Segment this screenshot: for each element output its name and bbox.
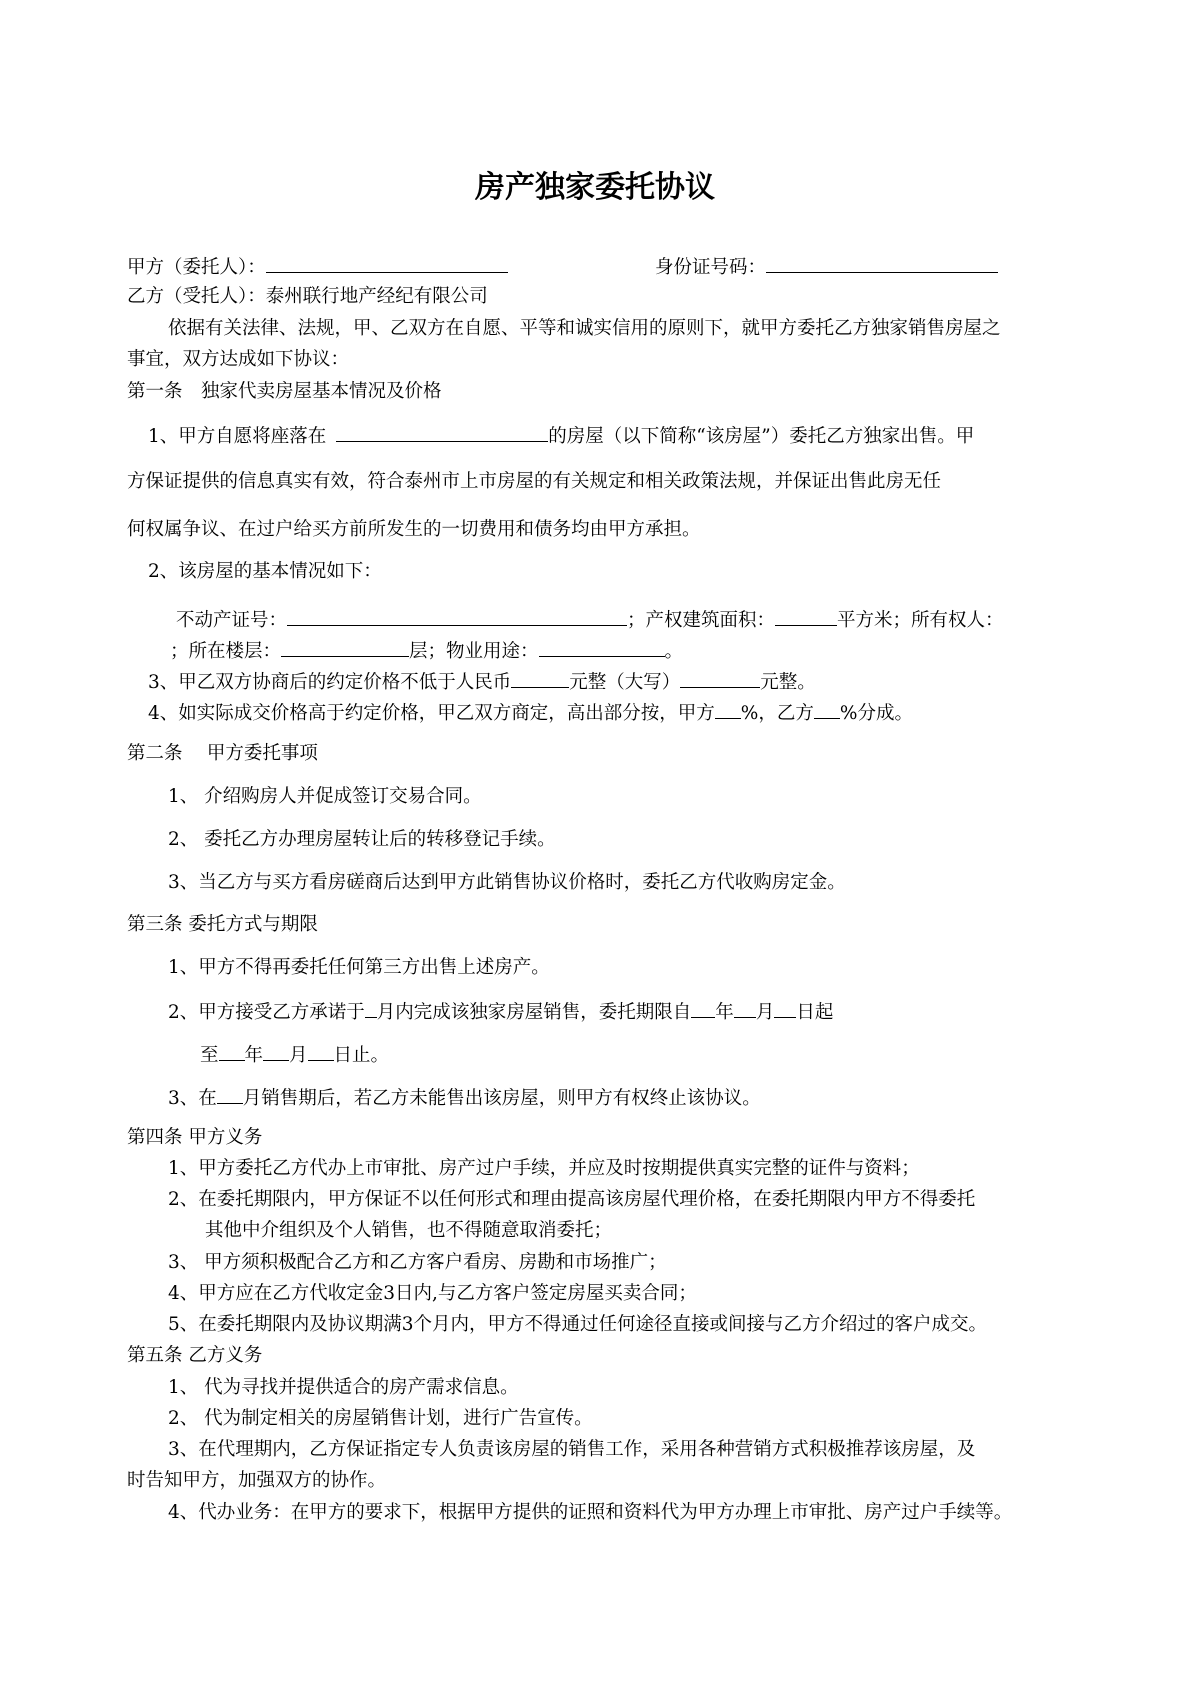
floor-blank[interactable] — [281, 638, 409, 657]
article-2-item-1: 1、 介绍购房人并促成签订交易合同。 — [168, 786, 482, 807]
day-label: 日起 — [796, 1002, 834, 1023]
property-location-blank[interactable] — [336, 423, 548, 442]
article-3-clause-2 — [168, 999, 833, 1025]
article-4-item-4: 4、甲方应在乙方代收定金3日内,与乙方客户签定房屋买卖合同； — [168, 1283, 697, 1304]
article-2-heading: 第二条 甲方委托事项 — [127, 743, 318, 764]
clause-text: %，乙方 — [740, 703, 814, 724]
id-number-blank[interactable] — [766, 254, 998, 273]
party-a-label: 甲方（委托人）： — [127, 257, 266, 278]
start-month-blank[interactable] — [734, 999, 756, 1018]
months-blank[interactable] — [365, 999, 377, 1018]
floor-unit-label: 层；物业用途： — [409, 641, 539, 662]
termination-months-blank[interactable] — [217, 1085, 243, 1104]
clause-text: 2、甲方接受乙方承诺于 — [168, 1002, 365, 1023]
article-5-item-4: 4、代办业务：在甲方的要求下，根据甲方提供的证照和资料代为甲方办理上市审批、房产过户手续等。 — [168, 1502, 1013, 1523]
area-unit-label: 平方米；所有权人： — [837, 610, 1004, 631]
clause-text: 的房屋（以下简称“该房屋”）委托乙方独家出售。甲 — [548, 426, 975, 447]
id-number-label: 身份证号码： — [655, 257, 767, 278]
party-b-line — [127, 285, 488, 309]
article-1-clause-1 — [148, 423, 974, 449]
article-1-clause-1-line-2: 方保证提供的信息真实有效，符合泰州市上市房屋的有关规定和相关政策法规，并保证出售此房无任 — [127, 471, 942, 492]
to-label: 至 — [200, 1045, 219, 1066]
property-details-line-2 — [170, 638, 683, 664]
property-use-blank[interactable] — [539, 638, 665, 657]
article-2-item-3: 3、当乙方与买方看房磋商后达到甲方此销售协议价格时，委托乙方代收购房定金。 — [168, 872, 846, 893]
end-day-blank[interactable] — [308, 1042, 334, 1061]
article-1-clause-1-line-3: 何权属争议、在过户给买方前所发生的一切费用和债务均由甲方承担。 — [127, 519, 701, 540]
preamble-line-2: 事宜，双方达成如下协议： — [127, 349, 350, 370]
preamble-line-1: 依据有关法律、法规，甲、乙双方在自愿、平等和诚实信用的原则下，就甲方委托乙方独家销售房屋之 — [168, 318, 1001, 339]
price-words-blank[interactable] — [680, 669, 760, 688]
article-4-item-2: 2、在委托期限内，甲方保证不以任何形式和理由提高该房屋代理价格，在委托期限内甲方不得委托 — [168, 1189, 976, 1210]
article-4-item-3: 3、 甲方须积极配合乙方和乙方客户看房、房勘和市场推广； — [168, 1252, 667, 1273]
article-1-clause-3 — [148, 669, 816, 695]
clause-text: 元整。 — [760, 672, 816, 693]
month-label: 月 — [755, 1002, 775, 1023]
clause-text: 1、甲方自愿将座落在 — [148, 426, 327, 447]
article-5-item-1: 1、 代为寻找并提供适合的房产需求信息。 — [168, 1377, 519, 1398]
party-a-line — [127, 254, 508, 280]
article-4-heading: 第四条 甲方义务 — [127, 1127, 263, 1148]
article-5-item-3: 3、在代理期内，乙方保证指定专人负责该房屋的销售工作，采用各种营销方式积极推荐该房屋，及 — [168, 1439, 976, 1460]
clause-text: 3、在 — [168, 1088, 217, 1109]
clause-text: %分成。 — [839, 703, 913, 724]
article-5-item-2: 2、 代为制定相关的房屋销售计划，进行广告宣传。 — [168, 1408, 593, 1429]
article-3-clause-2-line-2 — [200, 1042, 389, 1068]
article-4-item-5: 5、在委托期限内及协议期满3个月内，甲方不得通过任何途径直接或间接与乙方介绍过的客户成交。 — [168, 1314, 988, 1335]
floor-label: ；所在楼层： — [170, 641, 282, 662]
article-4-item-1: 1、甲方委托乙方代办上市审批、房产过户手续，并应及时按期提供真实完整的证件与资料； — [168, 1158, 920, 1179]
party-a-name-blank[interactable] — [266, 254, 508, 273]
clause-text: 3、甲乙双方协商后的约定价格不低于人民币 — [148, 672, 512, 693]
article-1-clause-2: 2、该房屋的基本情况如下： — [148, 561, 382, 582]
area-label: ；产权建筑面积： — [627, 610, 776, 631]
clause-text: 4、如实际成交价格高于约定价格，甲乙双方商定，高出部分按，甲方 — [148, 703, 715, 724]
article-3-heading: 第三条 委托方式与期限 — [127, 914, 318, 935]
clause-text: 月内完成该独家房屋销售，委托期限自 — [376, 1002, 692, 1023]
certificate-label: 不动产证号： — [176, 610, 288, 631]
start-year-blank[interactable] — [691, 999, 715, 1018]
clause-text: 元整（大写） — [569, 672, 681, 693]
article-1-heading: 第一条 独家代卖房屋基本情况及价格 — [127, 381, 442, 402]
article-2-item-2: 2、 委托乙方办理房屋转让后的转移登记手续。 — [168, 829, 556, 850]
end-year-blank[interactable] — [219, 1042, 245, 1061]
article-5-item-3-cont: 时告知甲方，加强双方的协作。 — [127, 1470, 387, 1491]
price-figure-blank[interactable] — [511, 669, 569, 688]
party-b-label: 乙方（受托人）： — [127, 286, 266, 307]
property-details-line-1 — [176, 607, 1004, 633]
certificate-number-blank[interactable] — [287, 607, 627, 626]
start-day-blank[interactable] — [774, 999, 796, 1018]
year-label: 年 — [715, 1002, 734, 1023]
party-a-share-blank[interactable] — [715, 700, 741, 719]
area-blank[interactable] — [775, 607, 837, 626]
end-mark: 。 — [664, 641, 684, 662]
article-3-clause-3 — [168, 1085, 761, 1111]
article-3-clause-1: 1、甲方不得再委托任何第三方出售上述房产。 — [168, 957, 550, 978]
end-month-blank[interactable] — [263, 1042, 289, 1061]
id-number-line — [655, 254, 998, 280]
article-5-heading: 第五条 乙方义务 — [127, 1345, 263, 1366]
article-4-item-2-cont: 其他中介组织及个人销售，也不得随意取消委托； — [205, 1220, 613, 1241]
party-b-share-blank[interactable] — [814, 700, 840, 719]
day-label: 日止。 — [333, 1045, 390, 1066]
party-b-name: 泰州联行地产经纪有限公司 — [265, 286, 488, 307]
year-label: 年 — [244, 1045, 264, 1066]
month-label: 月 — [289, 1045, 308, 1066]
article-1-clause-4 — [148, 700, 913, 726]
clause-text: 月销售期后，若乙方未能售出该房屋，则甲方有权终止该协议。 — [242, 1088, 761, 1109]
document-title: 房产独家委托协议 — [475, 170, 715, 205]
